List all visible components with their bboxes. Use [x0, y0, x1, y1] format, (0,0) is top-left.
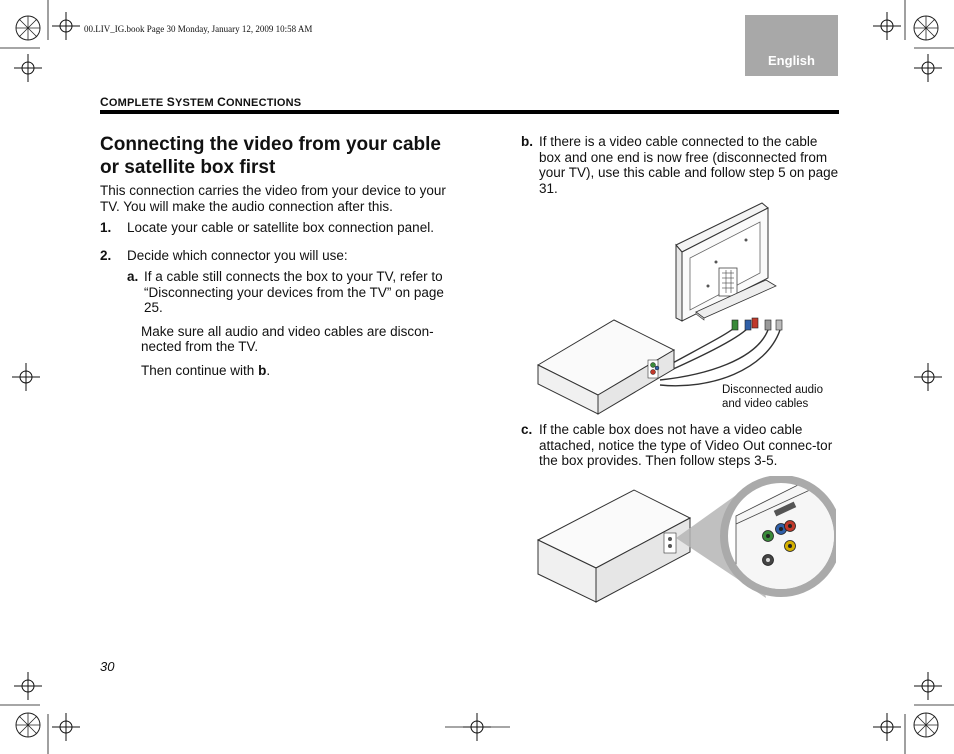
- step-1: [100, 220, 450, 236]
- step-number: 2.: [100, 247, 112, 263]
- header-rule: [100, 110, 839, 114]
- intro-paragraph: This connection carries the video from your device to your TV. You will make the audio connection after this.: [100, 183, 446, 214]
- substep-b: [521, 134, 839, 196]
- tv-icon: [676, 203, 776, 321]
- paragraph-make-sure: Make sure all audio and video cables are discon-nected from the TV.: [141, 323, 434, 354]
- language-tab-label: English: [768, 53, 815, 68]
- substep-text: If the cable box does not have a video cable attached, notice the type of Video Out connec-tor the box provides. Then follow steps 3-5.: [539, 422, 833, 468]
- step-text: Decide which connector you will use:: [127, 247, 348, 263]
- cable-box-video-out-illustration: [536, 476, 836, 606]
- step-number: 1.: [100, 220, 112, 235]
- page-title: Connecting the video from your cable or satellite box first: [100, 134, 441, 178]
- cables-callout: Disconnected audio and video cables: [722, 384, 824, 410]
- substep-label: a.: [127, 269, 139, 284]
- section-header: COMPLETE SYSTEM CONNECTIONS: [100, 95, 302, 109]
- substep-text: If a cable still connects the box to your TV, refer to “Disconnecting your devices from the TV” on page 25.: [144, 269, 444, 315]
- substep-label: c.: [521, 422, 533, 437]
- step-2: [100, 248, 450, 264]
- book-header: 00.LIV_IG.book Page 30 Monday, January 12, 2009 10:58 AM: [84, 24, 313, 34]
- language-tab: [745, 15, 838, 76]
- cable-box-icon: [538, 320, 674, 414]
- step-text: Locate your cable or satellite box connection panel.: [127, 220, 434, 235]
- substep-a: [100, 269, 450, 316]
- left-column: [100, 133, 450, 386]
- page-number: 30: [100, 659, 115, 674]
- substep-text: If there is a video cable connected to the cable box and one end is now free (disconnected from your TV), use this cable and follow step 5 on page 31.: [539, 134, 839, 196]
- substep-c: [521, 422, 839, 469]
- substep-label: b.: [521, 134, 533, 149]
- cable-box-icon: [538, 490, 690, 602]
- paragraph-continue: Then continue with b.: [141, 362, 271, 378]
